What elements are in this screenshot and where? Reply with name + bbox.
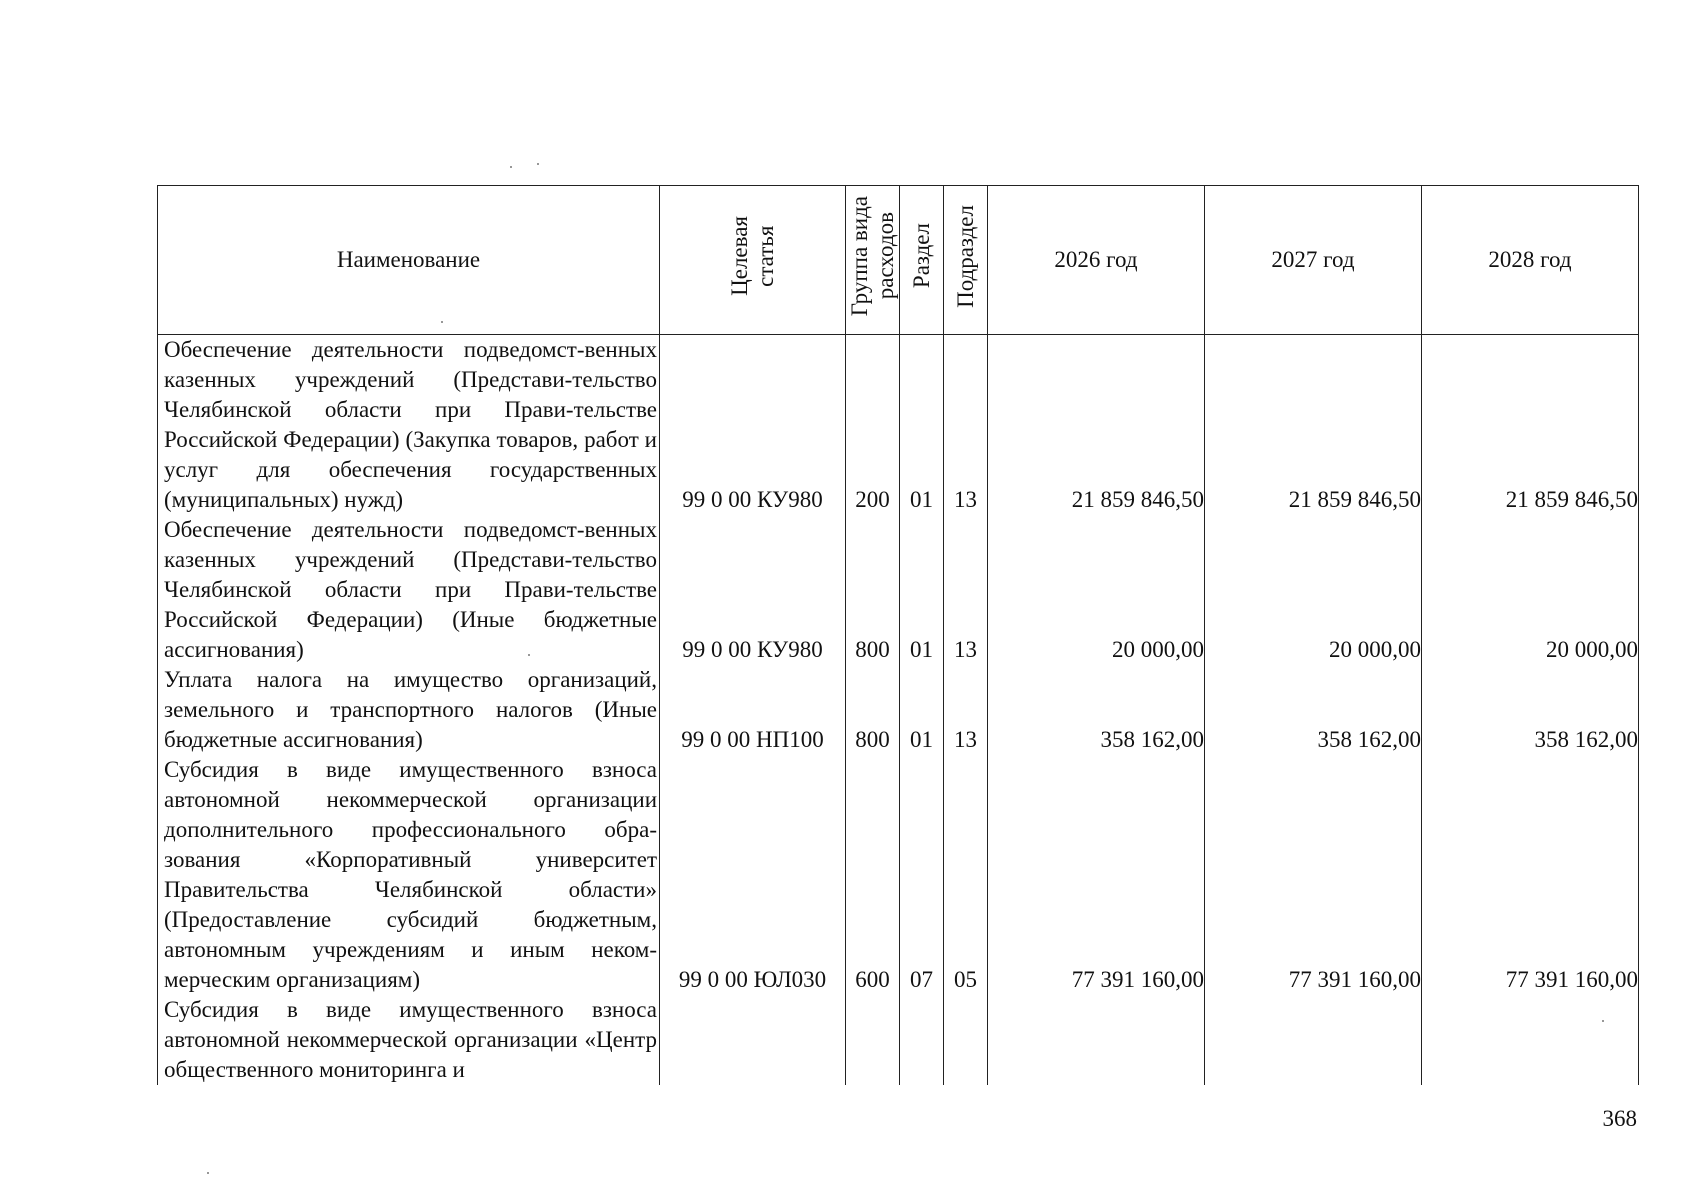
row-expense-group: 200 [846, 335, 900, 516]
budget-table [157, 185, 1639, 1085]
row-section: 07 [900, 755, 944, 995]
row-subsection [944, 995, 988, 1085]
page-number: 368 [1602, 1106, 1637, 1131]
table-row [158, 665, 1639, 755]
row-name: Субсидия в виде имущественного взноса автономной некоммерческой организации «Центр общественного мониторинга и [158, 995, 660, 1085]
row-target-article: 99 0 00 КУ980 [660, 515, 846, 665]
table-row [158, 995, 1639, 1085]
header-year-2028: 2028 год [1422, 186, 1639, 335]
row-subsection: 05 [944, 755, 988, 995]
row-section [900, 995, 944, 1085]
table-row [158, 755, 1639, 995]
header-section: Раздел [900, 186, 944, 335]
row-expense-group: 800 [846, 665, 900, 755]
row-amount-2027: 77 391 160,00 [1205, 755, 1422, 995]
row-amount-2028: 77 391 160,00 [1422, 755, 1639, 995]
row-amount-2026: 77 391 160,00 [988, 755, 1205, 995]
scan-speck [1602, 1020, 1604, 1022]
row-amount-2026: 21 859 846,50 [988, 335, 1205, 516]
row-amount-2028: 21 859 846,50 [1422, 335, 1639, 516]
row-name: Обеспечение деятельности подведомст-венных казенных учреждений (Представи-тельство Челябинской области при Прави-тельстве Российской Федерации) (Иные бюджетные ассигнования) [158, 515, 660, 665]
row-amount-2028 [1422, 995, 1639, 1085]
row-amount-2028: 20 000,00 [1422, 515, 1639, 665]
row-amount-2027 [1205, 995, 1422, 1085]
header-subsection: Подраздел [944, 186, 988, 335]
row-section: 01 [900, 665, 944, 755]
table-row [158, 515, 1639, 665]
row-name: Субсидия в виде имущественного взноса автономной некоммерческой организации дополнительного профессионального обра-зования «Корпоративный университет Правительства Челябинской области» (Предоставление субсидий бюджетным, автономным учреждениям и иным неком-мерческим организациям) [158, 755, 660, 995]
row-subsection: 13 [944, 665, 988, 755]
scan-speck [441, 321, 443, 323]
row-expense-group: 600 [846, 755, 900, 995]
table-row [158, 335, 1639, 516]
row-amount-2028: 358 162,00 [1422, 665, 1639, 755]
row-target-article: 99 0 00 КУ980 [660, 335, 846, 516]
row-expense-group: 800 [846, 515, 900, 665]
row-amount-2027: 358 162,00 [1205, 665, 1422, 755]
header-expense-group: Группа вида расходов [846, 186, 900, 335]
row-amount-2027: 21 859 846,50 [1205, 335, 1422, 516]
row-amount-2026: 358 162,00 [988, 665, 1205, 755]
row-name: Уплата налога на имущество организаций, земельного и транспортного налогов (Иные бюджетные ассигнования) [158, 665, 660, 755]
row-name: Обеспечение деятельности подведомст-венных казенных учреждений (Представи-тельство Челябинской области при Прави-тельстве Российской Федерации) (Закупка товаров, работ и услуг для обеспечения государственных (муниципальных) нужд) [158, 335, 660, 516]
row-target-article: 99 0 00 НП100 [660, 665, 846, 755]
table-header-row [158, 186, 1639, 335]
scan-speck [207, 1172, 209, 1174]
row-amount-2027: 20 000,00 [1205, 515, 1422, 665]
row-section: 01 [900, 335, 944, 516]
header-year-2026: 2026 год [988, 186, 1205, 335]
row-target-article: 99 0 00 ЮЛ030 [660, 755, 846, 995]
header-target-article: Целевая статья [660, 186, 846, 335]
row-expense-group [846, 995, 900, 1085]
scan-speck [528, 654, 530, 656]
row-amount-2026: 20 000,00 [988, 515, 1205, 665]
row-subsection: 13 [944, 335, 988, 516]
scan-speck [537, 163, 539, 165]
row-subsection: 13 [944, 515, 988, 665]
row-section: 01 [900, 515, 944, 665]
header-year-2027: 2027 год [1205, 186, 1422, 335]
row-amount-2026 [988, 995, 1205, 1085]
scan-speck [510, 166, 512, 168]
header-name: Наименование [158, 186, 660, 335]
row-target-article [660, 995, 846, 1085]
